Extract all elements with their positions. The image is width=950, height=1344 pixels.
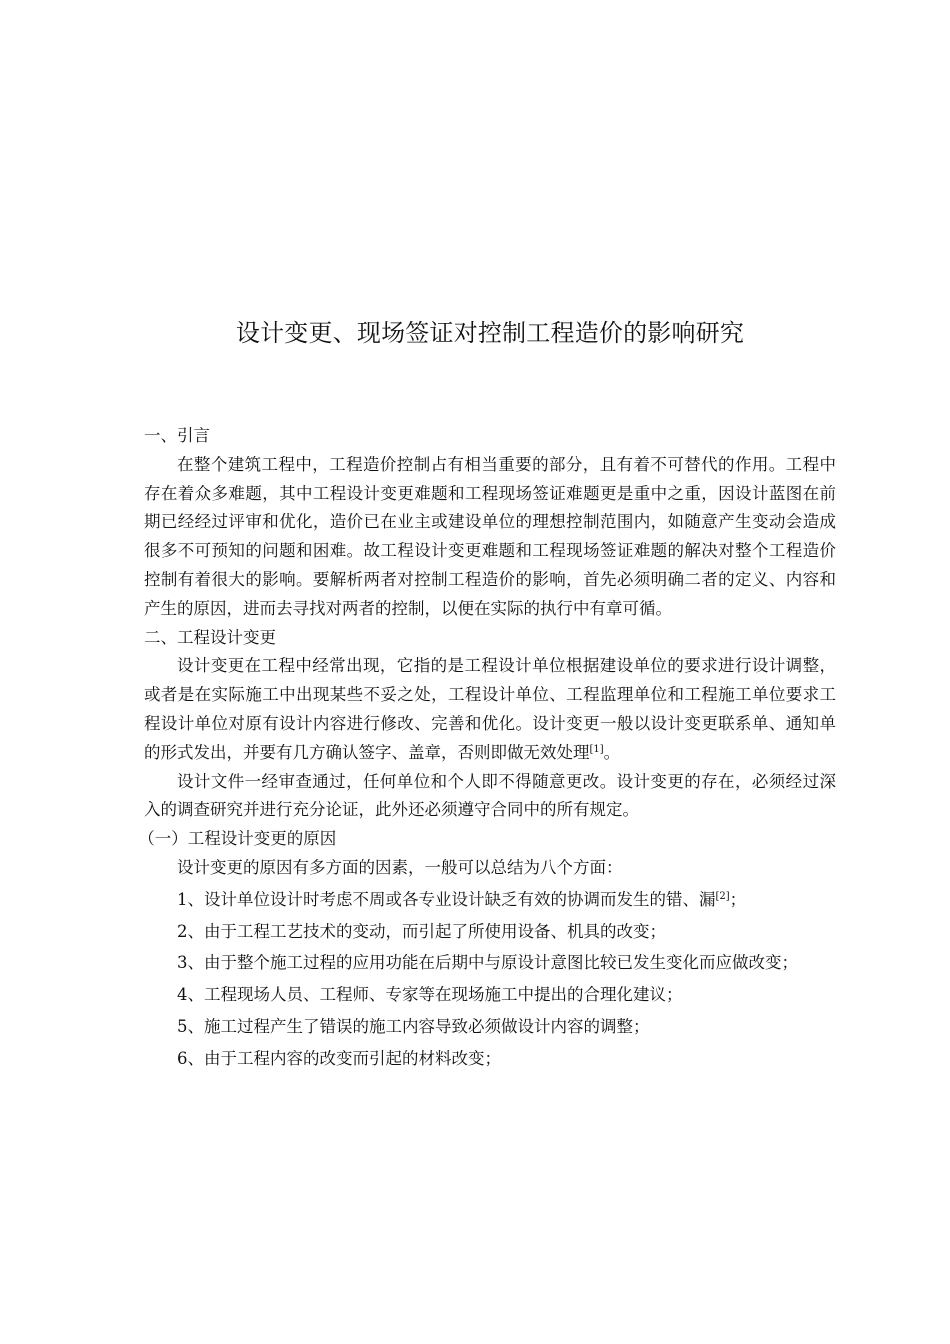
paragraph-text: 设计变更在工程中经常出现，它指的是工程设计单位根据建设单位的要求进行设计调整，或者是在实际施工中出现某些不妥之处，工程设计单位、工程监理单位和工程施工单位要求工程设计单位对原有设计内容进行修改、完善和优化。设计变更一般以设计变更联系单、通知单的形式发出，并要有几方确认签字、盖章，否则即做无效处理 (144, 656, 836, 762)
list-item-cause-6: 6、由于工程内容的改变而引起的材料改变； (177, 1048, 501, 1068)
list-item-end-punct: ； (729, 889, 747, 909)
list-item-cause-1 (144, 886, 836, 915)
paragraph-design-change-definition (144, 652, 836, 767)
section-heading-introduction: 一、引言 (144, 426, 210, 445)
section-heading-design-change: 二、工程设计变更 (144, 627, 276, 647)
list-item-cause-5: 5、施工过程产生了错误的施工内容导致必须做设计内容的调整； (177, 1016, 650, 1036)
citation-ref-1: [1] (589, 743, 604, 755)
document-title: 设计变更、现场签证对控制工程造价的影响研究 (235, 319, 745, 347)
list-item-cause-3: 3、由于整个施工过程的应用功能在后期中与原设计意图比较已发生变化而应做改变； (177, 953, 798, 973)
paragraph-design-document-review: 设计文件一经审查通过，任何单位和个人即不得随意更改。设计变更的存在，必须经过深入的调查研究并进行充分论证，此外还必须遵守合同中的所有规定。 (144, 771, 836, 820)
list-item-cause-2: 2、由于工程工艺技术的变动，而引起了所使用设备、机具的改变； (177, 921, 666, 941)
subsection-heading-causes: （一）工程设计变更的原因 (138, 829, 337, 849)
paragraph-causes-intro: 设计变更的原因有多方面的因素，一般可以总结为八个方面： (177, 857, 623, 877)
paragraph-introduction: 在整个建筑工程中，工程造价控制占有相当重要的部分，且有着不可替代的作用。工程中存在着众多难题，其中工程设计变更难题和工程现场签证难题更是重中之重，因设计蓝图在前期已经经过评审和优化，造价已在业主或建设单位的理想控制范围内，如随意产生变动会造成很多不可预知的问题和困难。故工程设计变更难题和工程现场签证难题的解决对整个工程造价控制有着很大的影响。要解析两者对控制工程造价的影响，首先必须明确二者的定义、内容和产生的原因，进而去寻找对两者的控制，以便在实际的执行中有章可循。 (144, 454, 836, 618)
citation-ref-2: [2] (715, 890, 730, 902)
list-item-cause-4: 4、工程现场人员、工程师、专家等在现场施工中提出的合理化建议； (177, 985, 683, 1005)
list-item-text: 1、设计单位设计时考虑不周或各专业设计缺乏有效的协调而发生的错、漏 (177, 889, 716, 909)
paragraph-end-punct: 。 (603, 742, 621, 762)
document-body (138, 422, 836, 1074)
